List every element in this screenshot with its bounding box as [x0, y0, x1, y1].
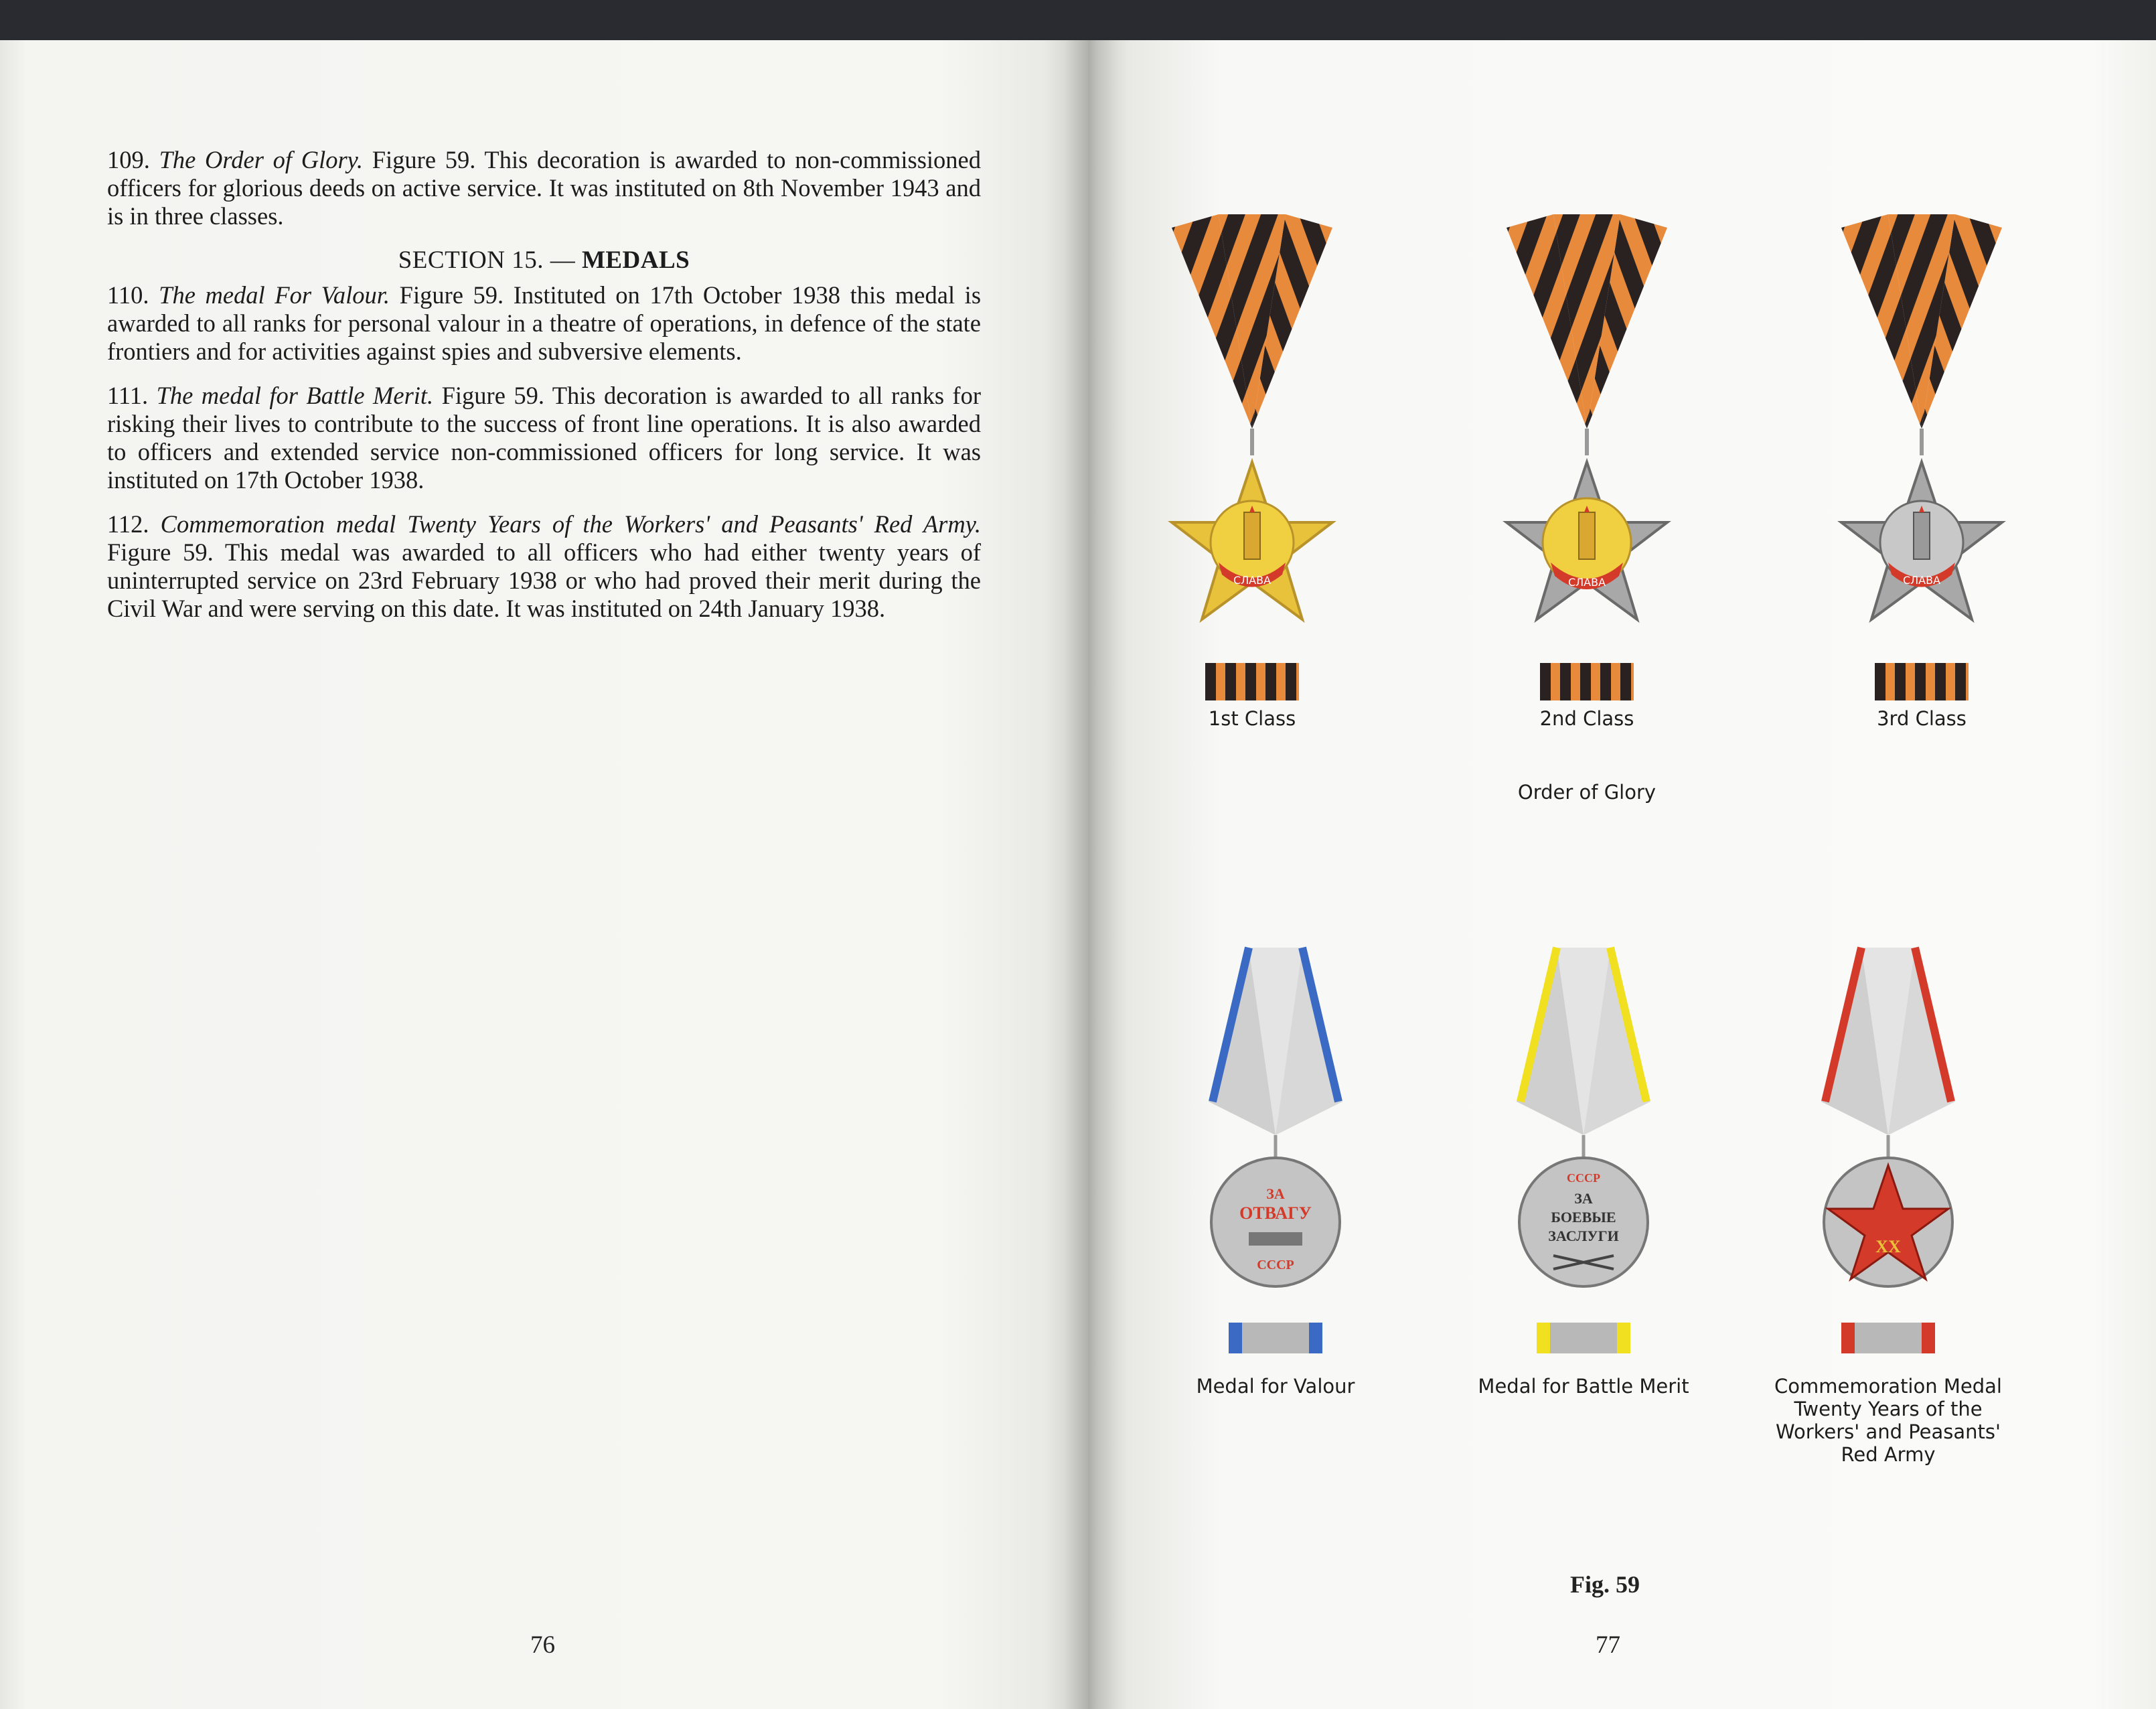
caption-line-1: Commemoration Medal — [1774, 1375, 2002, 1398]
caption-3rd-class: 3rd Class — [1877, 707, 1967, 730]
para-num: 111. — [107, 382, 149, 409]
merit-inscription-2: БОЕВЫЕ — [1551, 1209, 1616, 1225]
commemoration-inscription: XX — [1875, 1237, 1901, 1256]
paragraph-111 — [107, 382, 981, 494]
order-of-glory-3rd-image — [1835, 208, 2009, 717]
section-heading-prefix: SECTION 15. — — [398, 246, 576, 274]
paragraph-110 — [107, 281, 981, 366]
order-of-glory-3rd-class — [1835, 208, 2009, 717]
paragraph-112 — [107, 510, 981, 623]
para-num: 110. — [107, 281, 149, 309]
para-title: The Order of Glory. — [159, 146, 363, 173]
para-title: The medal for Battle Merit. — [156, 382, 434, 409]
para-title: The medal For Valour. — [159, 281, 390, 309]
para-body: Figure 59. This decoration is awarded to non-commissioned officers for glorious deeds on active service. It was instituted on 8th November 1943 and is in three classes. — [107, 146, 982, 230]
section-heading-bold: MEDALS — [581, 246, 690, 274]
valour-inscription-top: ЗА — [1266, 1185, 1285, 1202]
caption-commemoration-medal — [1764, 1375, 2012, 1466]
caption-line-4: Red Army — [1841, 1443, 1936, 1466]
open-book — [0, 40, 2156, 1709]
glory-inscription: СЛАВА — [1567, 576, 1606, 589]
commemoration-medal-xx-years — [1815, 948, 1962, 1363]
order-of-glory-1st-image — [1165, 208, 1339, 717]
figure-label: Fig. 59 — [1570, 1571, 1640, 1598]
caption-2nd-class: 2nd Class — [1539, 707, 1634, 730]
para-body: Figure 59. This decoration is awarded to all ranks for risking their lives to contribute to the success of front line operations. It is also awarded to officers and extended service non-commissioned officers for long service. It was instituted on 17th October 1938. — [107, 382, 981, 494]
merit-inscription-1: ЗА — [1574, 1190, 1593, 1207]
medal-for-valour-image — [1202, 948, 1349, 1363]
merit-inscription-top: СССР — [1567, 1171, 1600, 1185]
caption-order-of-glory: Order of Glory — [1517, 781, 1657, 804]
merit-inscription-3: ЗАСЛУГИ — [1548, 1228, 1619, 1244]
para-num: 112. — [107, 510, 149, 538]
order-of-glory-2nd-class — [1500, 208, 1674, 717]
glory-inscription: СЛАВА — [1902, 574, 1941, 587]
valour-inscription-bottom: СССР — [1257, 1258, 1294, 1272]
medal-for-battle-merit — [1510, 948, 1657, 1363]
page-number-right: 77 — [1596, 1631, 1620, 1659]
caption-line-2: Twenty Years of the — [1794, 1398, 1983, 1420]
para-body: Figure 59. This medal was awarded to all officers who had either twenty years of uninterrupted service on 23rd February 1938 or who had proved their merit during the Civil War and were serving on this date. It was instituted on 24th January 1938. — [107, 538, 981, 622]
valour-inscription-mid: ОТВАГУ — [1239, 1203, 1312, 1223]
page-number-left: 76 — [530, 1631, 555, 1659]
text-column — [107, 146, 981, 639]
para-body: Figure 59. Instituted on 17th October 1938 this medal is awarded to all ranks for personal valour in a theatre of operations, in defence of the state frontiers and for activities against spies and subversive elements. — [107, 281, 982, 365]
commemoration-medal-image — [1815, 948, 1962, 1363]
caption-line-3: Workers' and Peasants' — [1775, 1420, 2001, 1443]
section-heading — [107, 246, 981, 275]
para-title: Commemoration medal Twenty Years of the Workers' and Peasants' Red Army. — [160, 510, 982, 538]
book-gutter — [1065, 40, 1118, 1709]
caption-1st-class: 1st Class — [1208, 707, 1296, 730]
left-page — [0, 40, 1088, 1709]
order-of-glory-1st-class — [1165, 208, 1339, 717]
right-page — [1088, 40, 2156, 1709]
medal-for-valour — [1202, 948, 1349, 1363]
paragraph-109 — [107, 146, 981, 230]
glory-inscription: СЛАВА — [1233, 574, 1272, 587]
medal-for-battle-merit-image — [1510, 948, 1657, 1363]
order-of-glory-2nd-image — [1500, 208, 1674, 717]
caption-medal-for-battle-merit: Medal for Battle Merit — [1478, 1375, 1689, 1398]
caption-medal-for-valour: Medal for Valour — [1196, 1375, 1355, 1398]
para-num: 109. — [107, 146, 150, 173]
